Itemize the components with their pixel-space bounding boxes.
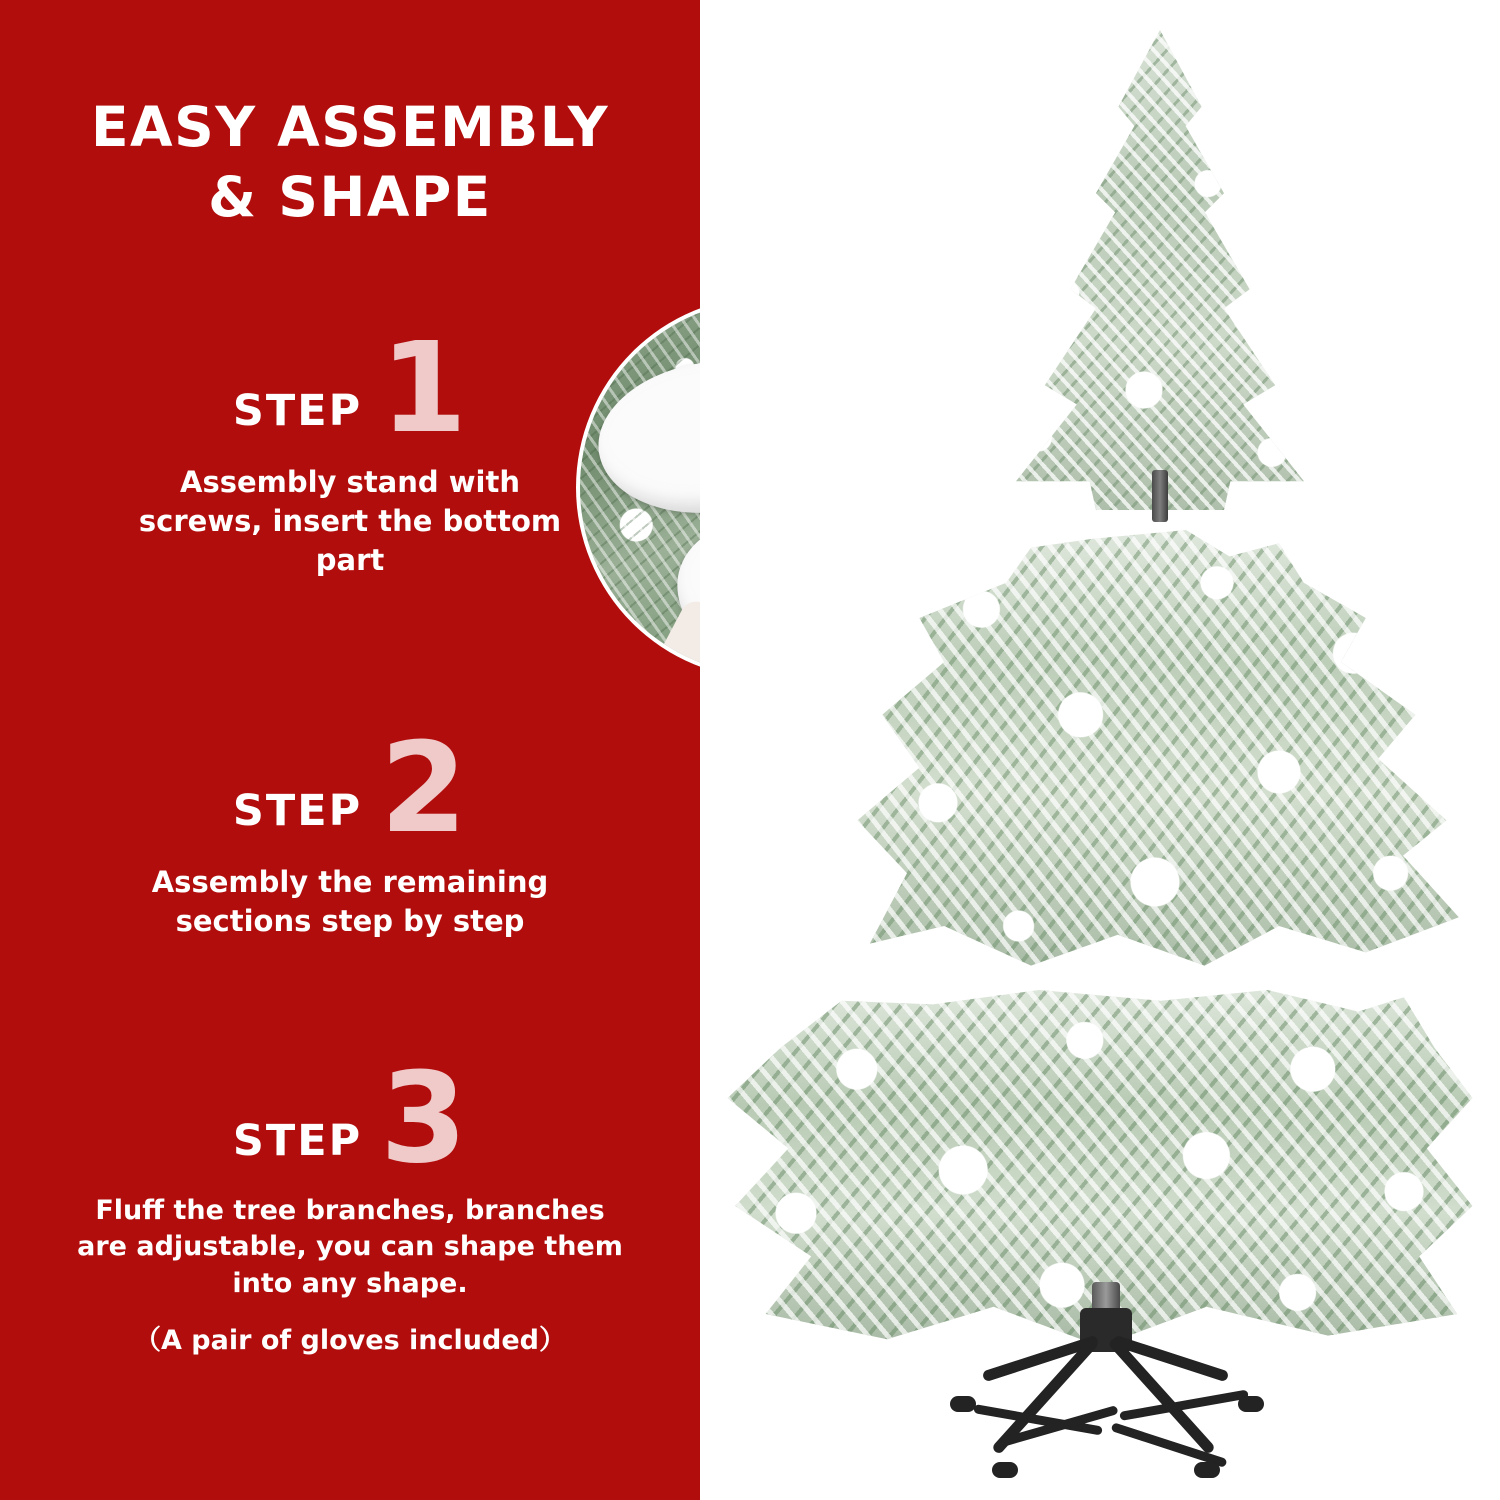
step-2-number: 2 xyxy=(380,716,468,861)
step-block-3 xyxy=(0,1046,700,1357)
left-red-panel xyxy=(0,0,700,1500)
step-3-number: 3 xyxy=(380,1046,468,1191)
middle-section-foliage xyxy=(845,530,1465,970)
stand-foot-4 xyxy=(950,1396,976,1412)
stand-foot-1 xyxy=(1194,1462,1220,1478)
flocked-tree-middle-section xyxy=(845,530,1465,970)
step-2-word: STEP xyxy=(232,786,363,837)
top-section-foliage xyxy=(1000,30,1320,510)
step-2-description: Assembly the remaining sections step by step xyxy=(151,864,549,938)
step-1-description: Assembly stand with screws, insert the bottom part xyxy=(138,464,562,578)
stand-foot-2 xyxy=(992,1462,1018,1478)
headline-line-1: EASY ASSEMBLY xyxy=(90,95,610,159)
product-photo-area xyxy=(700,0,1500,1500)
step-3-note: （A pair of gloves included） xyxy=(134,1325,566,1357)
flocked-tree-top-section xyxy=(1000,30,1320,510)
step-1-number: 1 xyxy=(380,316,468,461)
step-3-word: STEP xyxy=(232,1116,363,1167)
metal-tree-stand xyxy=(940,1300,1270,1490)
page-title xyxy=(0,92,700,233)
headline-line-2: & SHAPE xyxy=(208,165,492,230)
stand-foot-3 xyxy=(1238,1396,1264,1412)
step-block-2 xyxy=(0,716,700,941)
step-3-heading xyxy=(0,1046,700,1191)
step-1-word: STEP xyxy=(232,386,363,437)
step-2-heading xyxy=(0,716,700,861)
step-3-description: Fluff the tree branches, branches are adjustable, you can shape them into any shape. xyxy=(77,1194,623,1299)
top-section-pole xyxy=(1152,470,1168,522)
